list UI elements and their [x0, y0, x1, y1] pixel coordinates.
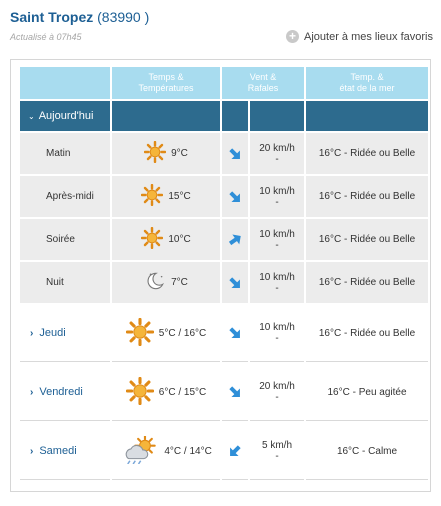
sun-icon — [126, 318, 154, 349]
sun-cloud-rain-icon — [120, 436, 159, 467]
wind-direction-arrow-icon — [222, 423, 248, 480]
postcode: (83990 ) — [97, 9, 150, 25]
wind-direction-arrow-icon — [222, 133, 248, 174]
moon-icon — [144, 270, 166, 295]
day-name[interactable]: › Vendredi — [20, 364, 110, 421]
period-wind: 10 km/h - — [250, 262, 304, 303]
day-sea: 16°C - Calme — [306, 423, 428, 480]
period-temp: 10°C — [168, 234, 191, 245]
today-label[interactable]: ⌄ Aujourd'hui — [20, 101, 110, 131]
period-weather — [112, 176, 220, 217]
period-temp: 9°C — [171, 148, 188, 159]
wind-direction-arrow-icon — [222, 176, 248, 217]
period-sea: 16°C - Ridée ou Belle — [306, 219, 428, 260]
period-sea: 16°C - Ridée ou Belle — [306, 133, 428, 174]
day-row[interactable] — [20, 364, 428, 421]
day-weather — [112, 364, 220, 421]
sun-icon — [141, 184, 163, 209]
period-wind: 20 km/h - — [250, 133, 304, 174]
day-wind: 20 km/h - — [250, 364, 304, 421]
wind-direction-arrow-icon — [222, 364, 248, 421]
forecast-panel — [10, 59, 431, 492]
add-favorite-button[interactable] — [286, 30, 433, 43]
wind-direction-arrow-icon — [222, 219, 248, 260]
city-name: Saint Tropez — [10, 9, 94, 25]
today-row[interactable] — [20, 101, 428, 131]
sun-icon — [126, 377, 154, 408]
day-name[interactable]: › Jeudi — [20, 305, 110, 362]
chevron-right-icon: › — [30, 446, 34, 457]
header-wind: Vent & Rafales — [222, 67, 304, 99]
day-wind: 10 km/h - — [250, 305, 304, 362]
period-row — [20, 219, 428, 260]
header-sea: Temp. & état de la mer — [306, 67, 428, 99]
add-favorite-label: Ajouter à mes lieux favoris — [304, 30, 433, 43]
period-sea: 16°C - Ridée ou Belle — [306, 262, 428, 303]
chevron-right-icon: › — [30, 387, 34, 398]
sun-icon — [141, 227, 163, 252]
update-time: Actualisé à 07h45 — [10, 32, 82, 42]
header-blank — [20, 67, 110, 99]
sun-icon — [144, 141, 166, 166]
wind-direction-arrow-icon — [222, 262, 248, 303]
period-row — [20, 176, 428, 217]
forecast-table — [18, 65, 430, 482]
period-wind: 10 km/h - — [250, 176, 304, 217]
day-weather — [112, 305, 220, 362]
day-row[interactable] — [20, 423, 428, 480]
wind-direction-arrow-icon — [222, 305, 248, 362]
chevron-right-icon: › — [30, 328, 34, 339]
day-weather — [112, 423, 220, 480]
day-sea: 16°C - Ridée ou Belle — [306, 305, 428, 362]
table-header-row — [20, 67, 428, 99]
day-name[interactable]: › Samedi — [20, 423, 110, 480]
period-row — [20, 133, 428, 174]
day-temp: 5°C / 16°C — [158, 327, 207, 339]
period-weather — [112, 133, 220, 174]
period-weather — [112, 262, 220, 303]
day-row[interactable] — [20, 305, 428, 362]
period-temp: 15°C — [168, 191, 191, 202]
period-wind: 10 km/h - — [250, 219, 304, 260]
period-temp: 7°C — [171, 277, 188, 288]
period-weather — [112, 219, 220, 260]
period-name: Nuit — [20, 262, 110, 303]
location-header — [10, 8, 433, 48]
period-sea: 16°C - Ridée ou Belle — [306, 176, 428, 217]
period-name: Soirée — [20, 219, 110, 260]
page-title — [10, 9, 149, 25]
period-name: Après-midi — [20, 176, 110, 217]
header-weather: Temps & Températures — [112, 67, 220, 99]
day-sea: 16°C - Peu agitée — [306, 364, 428, 421]
chevron-down-icon: ⌄ — [28, 112, 35, 121]
period-row — [20, 262, 428, 303]
day-temp: 6°C / 15°C — [158, 386, 207, 398]
plus-icon: + — [286, 30, 299, 43]
day-temp: 4°C / 14°C — [164, 445, 212, 457]
period-name: Matin — [20, 133, 110, 174]
day-wind: 5 km/h - — [250, 423, 304, 480]
